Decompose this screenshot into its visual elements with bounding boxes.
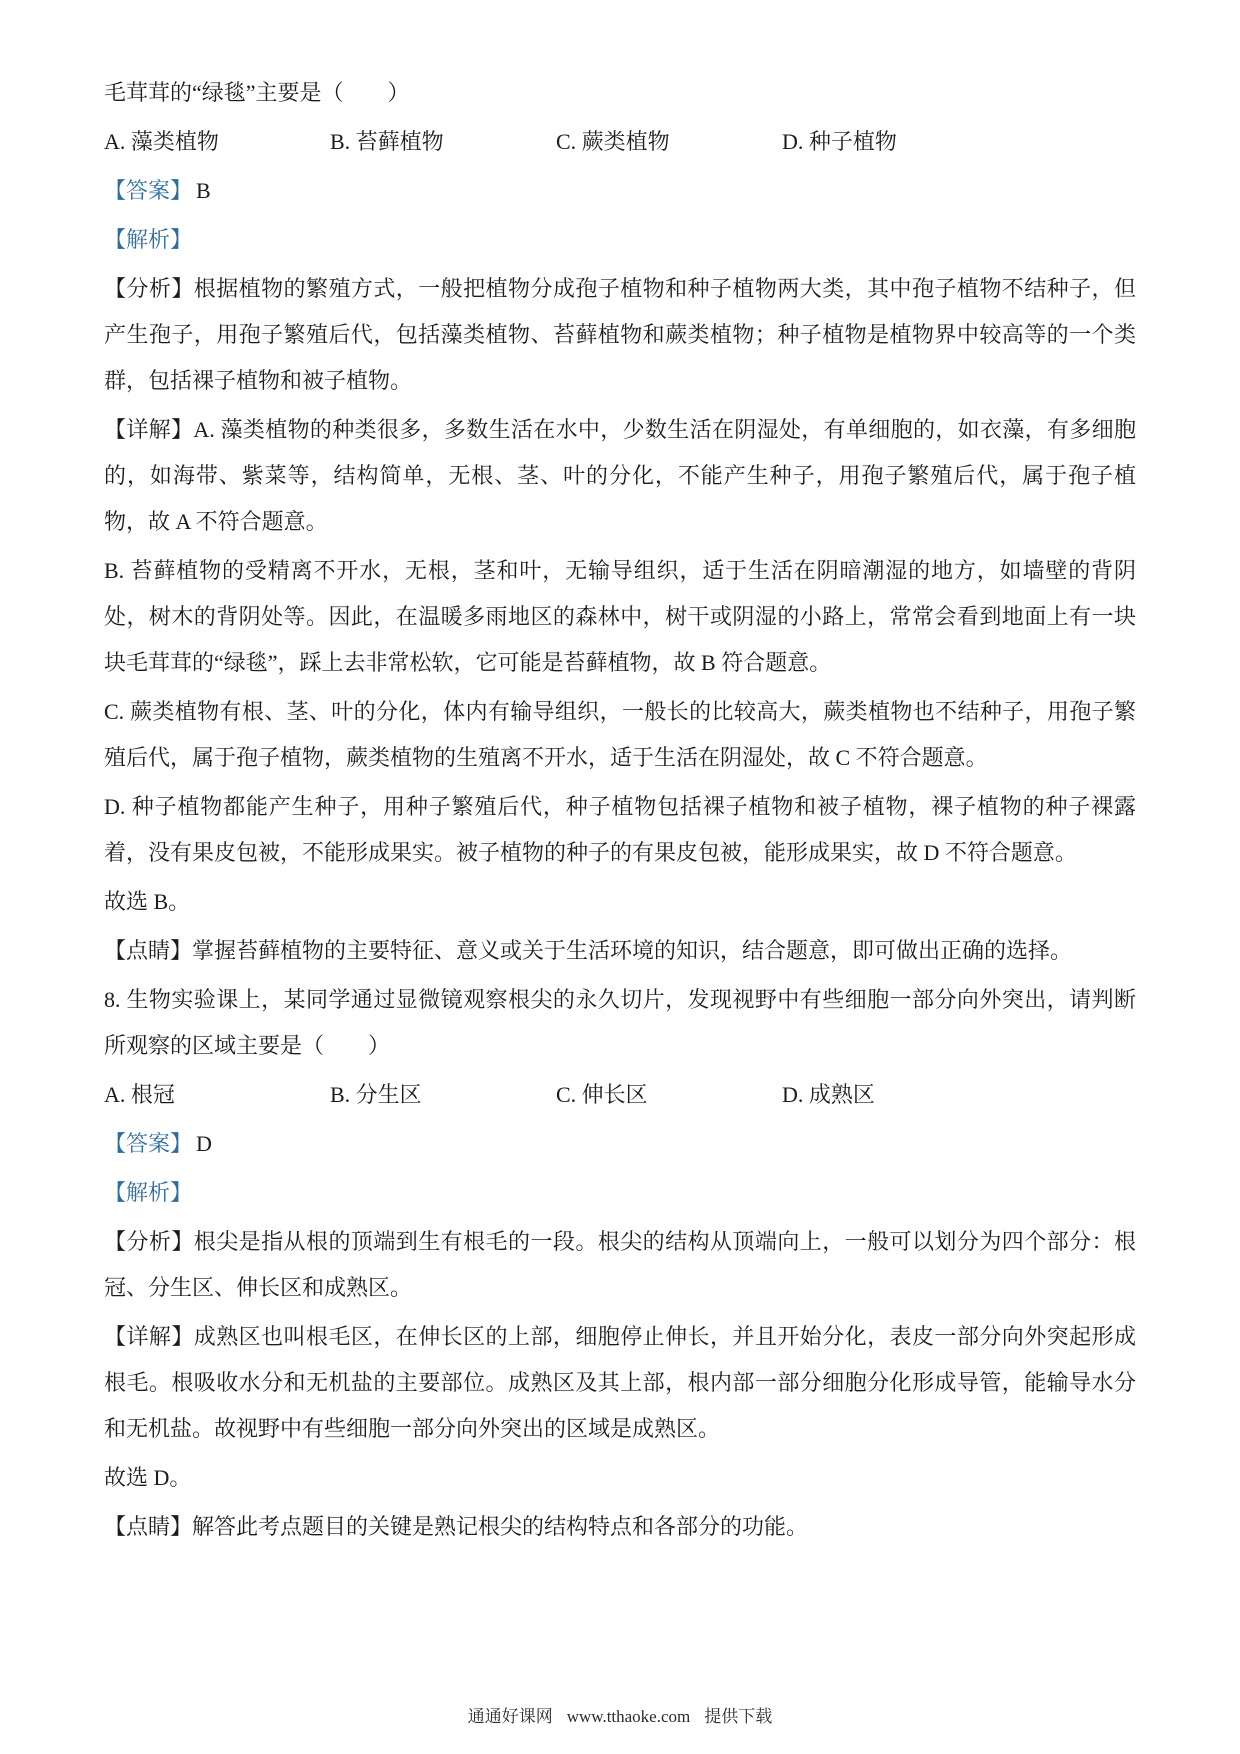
q8-fenxi-text: 根尖是指从根的顶端到生有根毛的一段。根尖的结构从顶端向上，一般可以划分为四个部分：根冠、分生区、伸长区和成熟区。 xyxy=(104,1229,1136,1300)
q8-option-b: B. 分生区 xyxy=(330,1082,422,1107)
q8-dianjing-text: 解答此考点题目的关键是熟记根尖的结构特点和各部分的功能。 xyxy=(192,1514,809,1539)
document-content xyxy=(104,70,1136,1553)
q7-option-a: A. 藻类植物 xyxy=(104,129,219,154)
q7-xiangjie-a-paragraph xyxy=(104,407,1136,545)
q8-fenxi-tag: 【分析】 xyxy=(104,1229,194,1254)
q8-dianjing-paragraph xyxy=(104,1504,1136,1550)
q7-answer-line xyxy=(104,168,1136,214)
q7-answer-tag: 【答案】 xyxy=(104,178,193,203)
footer-suffix: 提供下载 xyxy=(704,1707,773,1726)
q8-options xyxy=(104,1072,1136,1118)
footer-url: www.tthaoke.com xyxy=(566,1707,691,1726)
q8-option-c: C. 伸长区 xyxy=(556,1082,648,1107)
q8-xiangjie-tag: 【详解】 xyxy=(104,1324,194,1349)
page-footer xyxy=(0,1706,1240,1728)
q8-jiexi-line xyxy=(104,1170,1136,1216)
q7-dianjing-paragraph xyxy=(104,928,1136,974)
q8-answer-line xyxy=(104,1121,1136,1167)
q7-option-d: D. 种子植物 xyxy=(782,129,897,154)
q7-xiangjie-c-text: C. 蕨类植物有根、茎、叶的分化，体内有输导组织，一般长的比较高大，蕨类植物也不结种子，用孢子繁殖后代，属于孢子植物，蕨类植物的生殖离不开水，适于生活在阴湿处，故 C 不符合题意。 xyxy=(104,699,1136,770)
q8-answer-value: D xyxy=(196,1131,212,1156)
q8-answer-tag: 【答案】 xyxy=(104,1131,193,1156)
q8-fenxi-paragraph xyxy=(104,1219,1136,1311)
q8-dianjing-tag: 【点睛】 xyxy=(104,1514,193,1539)
q7-xiangjie-d-paragraph xyxy=(104,784,1136,876)
q7-options xyxy=(104,119,1136,165)
q7-xiangjie-c-paragraph xyxy=(104,689,1136,781)
q7-dianjing-text: 掌握苔藓植物的主要特征、意义或关于生活环境的知识，结合题意，即可做出正确的选择。 xyxy=(192,938,1073,963)
q7-conclusion: 故选 B。 xyxy=(104,889,191,914)
q7-option-b: B. 苔藓植物 xyxy=(330,129,444,154)
footer-site-name: 通通好课网 xyxy=(467,1707,553,1726)
q7-answer-value: B xyxy=(196,178,211,203)
q7-option-c: C. 蕨类植物 xyxy=(556,129,670,154)
q8-xiangjie-paragraph xyxy=(104,1314,1136,1452)
q7-fenxi-text: 根据植物的繁殖方式，一般把植物分成孢子植物和种子植物两大类，其中孢子植物不结种子，但产生孢子，用孢子繁殖后代，包括藻类植物、苔藓植物和蕨类植物；种子植物是植物界中较高等的一个类群，包括裸子植物和被子植物。 xyxy=(104,276,1136,393)
q7-xiangjie-b-paragraph xyxy=(104,548,1136,686)
q7-xiangjie-d-text: D. 种子植物都能产生种子，用种子繁殖后代，种子植物包括裸子植物和被子植物，裸子植物的种子裸露着，没有果皮包被，不能形成果实。被子植物的种子的有果皮包被，能形成果实，故 D 不符合题意。 xyxy=(104,794,1136,865)
q8-option-a: A. 根冠 xyxy=(104,1082,175,1107)
q7-fenxi-tag: 【分析】 xyxy=(104,276,194,301)
q8-stem: 8. 生物实验课上，某同学通过显微镜观察根尖的永久切片，发现视野中有些细胞一部分向外突出，请判断所观察的区域主要是（ ） xyxy=(104,987,1136,1058)
q7-jiexi-tag: 【解析】 xyxy=(104,227,193,252)
q7-xiangjie-tag: 【详解】 xyxy=(104,417,194,442)
q8-option-d: D. 成熟区 xyxy=(782,1082,875,1107)
q7-stem: 毛茸茸的“绿毯”主要是（ ） xyxy=(104,80,410,105)
q7-xiangjie-a-text: A. 藻类植物的种类很多，多数生活在水中，少数生活在阴湿处，有单细胞的，如衣藻，有多细胞的，如海带、紫菜等，结构简单，无根、茎、叶的分化，不能产生种子，用孢子繁殖后代，属于孢子植物，故 A 不符合题意。 xyxy=(104,417,1136,534)
q7-xiangjie-b-text: B. 苔藓植物的受精离不开水，无根，茎和叶，无输导组织，适于生活在阴暗潮湿的地方，如墙壁的背阴处，树木的背阴处等。因此，在温暖多雨地区的森林中，树干或阴湿的小路上，常常会看到地面上有一块块毛茸茸的“绿毯”，踩上去非常松软，它可能是苔藓植物，故 B 符合题意。 xyxy=(104,558,1136,675)
q8-xiangjie-text: 成熟区也叫根毛区，在伸长区的上部，细胞停止伸长，并且开始分化，表皮一部分向外突起形成根毛。根吸收水分和无机盐的主要部位。成熟区及其上部，根内部一部分细胞分化形成导管，能输导水分和无机盐。故视野中有些细胞一部分向外突出的区域是成熟区。 xyxy=(104,1324,1136,1441)
q8-jiexi-tag: 【解析】 xyxy=(104,1180,193,1205)
q7-fenxi-paragraph xyxy=(104,266,1136,404)
q7-jiexi-line xyxy=(104,217,1136,263)
q8-conclusion: 故选 D。 xyxy=(104,1465,192,1490)
q7-dianjing-tag: 【点睛】 xyxy=(104,938,193,963)
